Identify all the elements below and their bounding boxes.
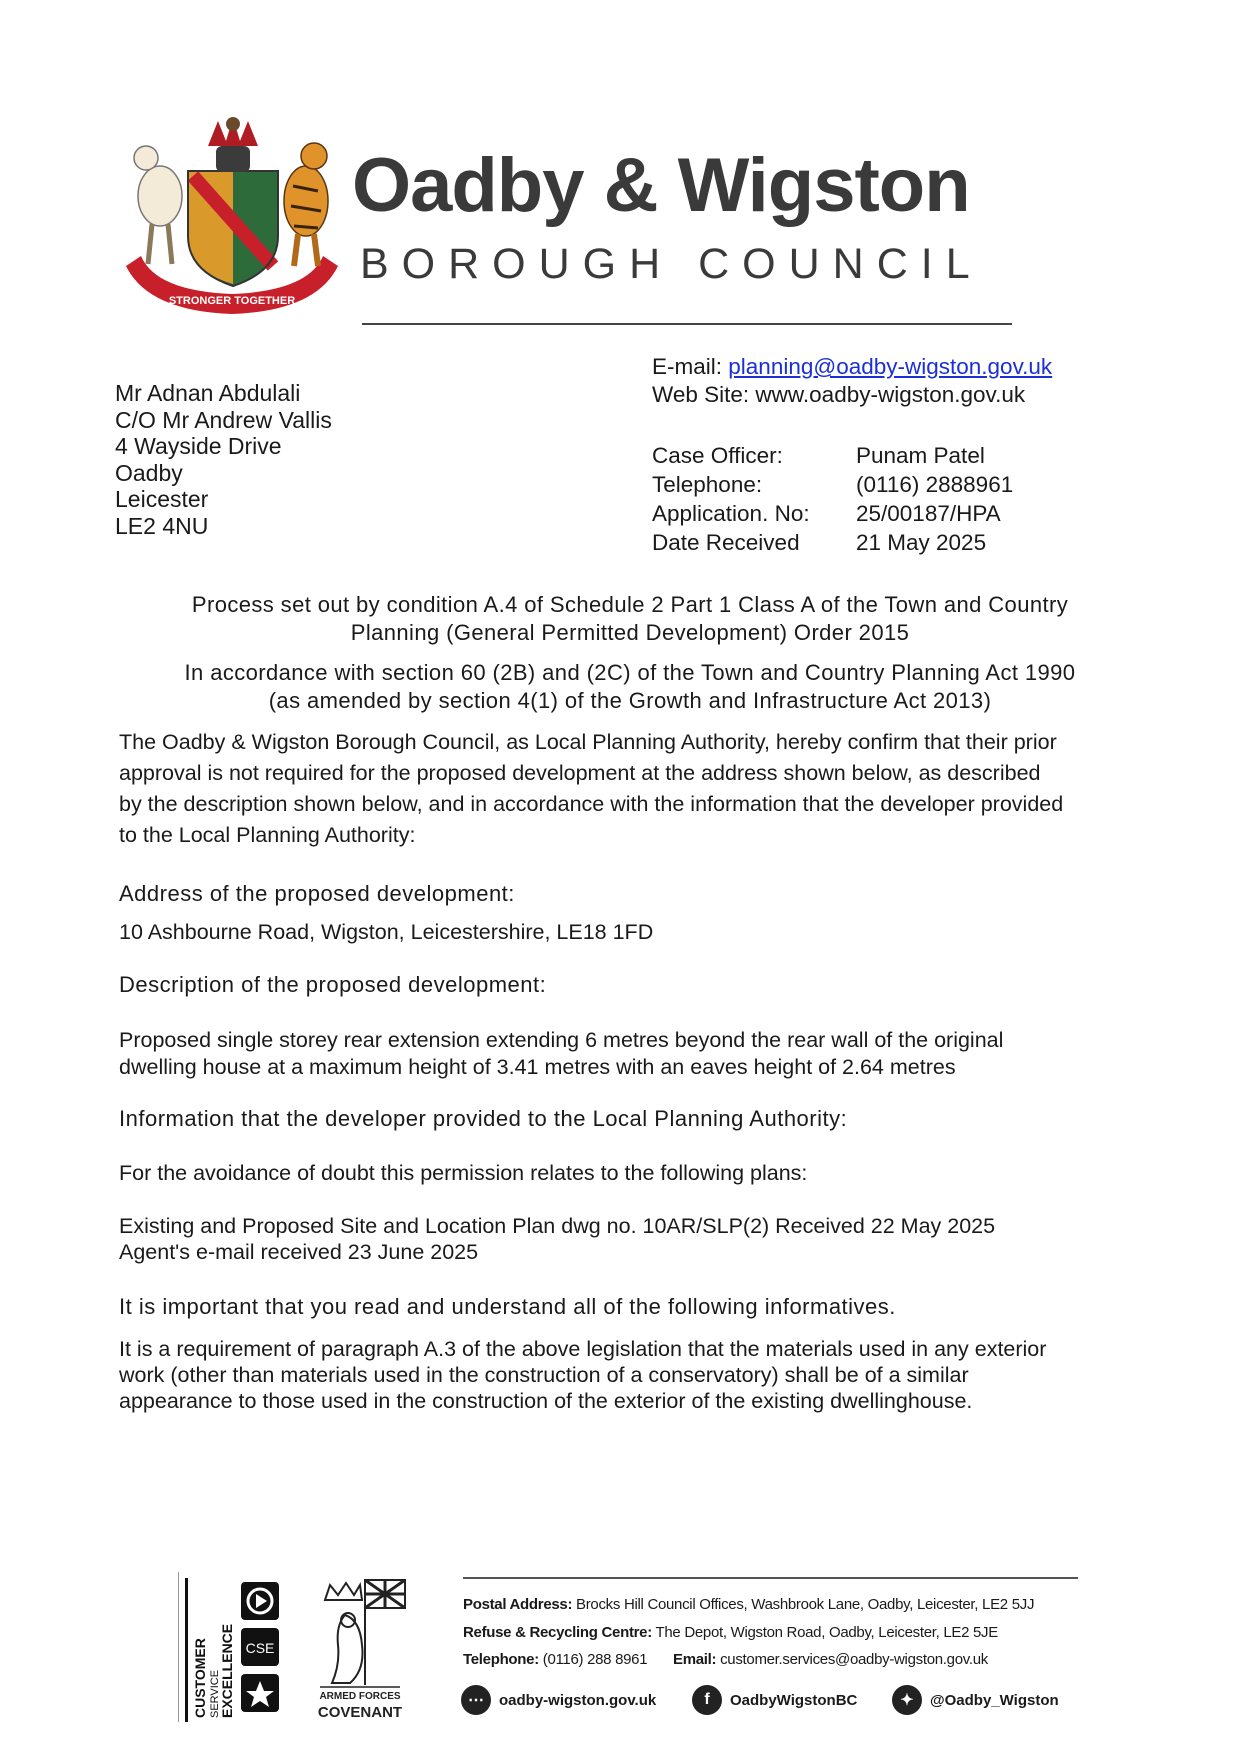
- twitter-handle: @Oadby_Wigston: [930, 1691, 1059, 1709]
- case-row-date: [652, 528, 1013, 557]
- cse-badge: CSE: [245, 1640, 275, 1656]
- cse-text-line: EXCELLENCE: [219, 1623, 235, 1718]
- refuse-centre: [463, 1624, 998, 1641]
- plan-item: Existing and Proposed Site and Location Plan dwg no. 10AR/SLP(2) Received 22 May 2025: [119, 1214, 996, 1238]
- council-crest-logo: [118, 116, 346, 316]
- postal-label: Postal Address:: [463, 1596, 573, 1613]
- addressee-line: LE2 4NU: [115, 512, 209, 539]
- cse-text-line: SERVICE: [209, 1669, 221, 1718]
- informatives-heading: It is important that you read and understand all of the following informatives.: [119, 1294, 896, 1319]
- case-row-telephone: [652, 470, 1013, 499]
- web-chat-icon: ⋯: [461, 1685, 491, 1715]
- postal-address: [463, 1596, 1034, 1613]
- case-label: Application. No:: [652, 501, 810, 526]
- confirmation-line: by the description shown below, and in accordance with the information that the developer provided: [119, 792, 1064, 816]
- covenant-text-line: ARMED FORCES: [319, 1691, 401, 1702]
- cse-text-line: CUSTOMER: [192, 1638, 208, 1718]
- email-label: E-mail:: [652, 354, 723, 379]
- section-heading-line: (as amended by section 4(1) of the Growth and Infrastructure Act 2013): [268, 688, 992, 713]
- plan-item: Agent's e-mail received 23 June 2025: [119, 1240, 479, 1264]
- footer-divider: [178, 1572, 179, 1722]
- case-details: [652, 441, 1013, 557]
- postal-value: Brocks Hill Council Offices, Washbrook Lane, Oadby, Leicester, LE2 5JJ: [576, 1596, 1035, 1613]
- plans-list: [119, 1213, 1149, 1265]
- footer-email-label: Email:: [673, 1651, 717, 1668]
- description-line: dwelling house at a maximum height of 3.41 metres with an eaves height of 2.64 metres: [119, 1055, 956, 1079]
- addressee-line: Oadby: [115, 459, 183, 486]
- case-value: (0116) 2888961: [856, 472, 1014, 497]
- refuse-label: Refuse & Recycling Centre:: [463, 1624, 652, 1641]
- council-name: Oadby & Wigston: [352, 143, 970, 228]
- header-divider: [362, 323, 1012, 325]
- case-label: Case Officer:: [652, 443, 783, 468]
- confirmation-line: to the Local Planning Authority:: [119, 823, 416, 847]
- information-label: Information that the developer provided to the Local Planning Authority:: [119, 1106, 848, 1131]
- footer-facebook[interactable]: [692, 1685, 857, 1715]
- confirmation-paragraph: [119, 727, 1149, 851]
- informative-line: work (other than materials used in the construction of a conservatory) shall be of a similar: [119, 1363, 969, 1387]
- description-label: Description of the proposed development:: [119, 972, 547, 997]
- armed-forces-covenant-logo: [310, 1575, 410, 1725]
- footer-contact: [463, 1651, 988, 1668]
- addressee-line: 4 Wayside Drive: [115, 433, 282, 459]
- twitter-icon: ✦: [892, 1685, 922, 1715]
- website-label: Web Site:: [652, 382, 750, 407]
- confirmation-line: approval is not required for the proposed development at the address shown below, as described: [119, 761, 1041, 785]
- addressee-block: [115, 380, 332, 539]
- plans-intro: For the avoidance of doubt this permission relates to the following plans:: [119, 1161, 808, 1185]
- addressee-line: Leicester: [115, 486, 209, 512]
- case-value: Punam Patel: [856, 443, 985, 468]
- case-value: 25/00187/HPA: [856, 501, 1001, 526]
- informative-line: It is a requirement of paragraph A.3 of the above legislation that the materials used in any exterior: [119, 1337, 1047, 1361]
- case-label: Telephone:: [652, 472, 763, 497]
- description-value: [119, 1027, 1149, 1081]
- address-value: 10 Ashbourne Road, Wigston, Leicestershire, LE18 1FD: [119, 920, 654, 944]
- case-row-application: [652, 499, 1013, 528]
- footer-email-value: customer.services@oadby-wigston.gov.uk: [720, 1651, 988, 1668]
- case-row-officer: [652, 441, 1013, 470]
- council-subtitle: BOROUGH COUNCIL: [360, 240, 983, 288]
- description-line: Proposed single storey rear extension extending 6 metres beyond the rear wall of the original: [119, 1028, 1004, 1052]
- footer-top-rule: [463, 1577, 1078, 1579]
- condition-heading-line: Planning (General Permitted Development) Order 2015: [350, 620, 910, 645]
- addressee-line: C/O Mr Andrew Vallis: [115, 406, 332, 433]
- email-link[interactable]: planning@oadby-wigston.gov.uk: [728, 354, 1053, 379]
- confirmation-line: The Oadby & Wigston Borough Council, as Local Planning Authority, hereby confirm that their prior: [119, 730, 1057, 754]
- case-value: 21 May 2025: [856, 530, 987, 555]
- informative-line: appearance to those used in the construction of the exterior of the existing dwellinghouse.: [119, 1389, 973, 1413]
- footer-twitter[interactable]: [892, 1685, 1059, 1715]
- facebook-handle: OadbyWigstonBC: [730, 1691, 858, 1709]
- contact-block: [652, 353, 1052, 409]
- website-value: www.oadby-wigston.gov.uk: [755, 382, 1026, 407]
- section-heading-line: In accordance with section 60 (2B) and (2C) of the Town and Country Planning Act 1990: [184, 660, 1076, 685]
- addressee-line: Mr Adnan Abdulali: [115, 380, 301, 406]
- telephone-value: (0116) 288 8961: [542, 1651, 648, 1668]
- crest-motto: STRONGER TOGETHER: [168, 295, 296, 307]
- facebook-icon: f: [692, 1685, 722, 1715]
- telephone-label: Telephone:: [463, 1651, 539, 1668]
- informative-paragraph: [119, 1336, 1149, 1414]
- refuse-value: The Depot, Wigston Road, Oadby, Leicester, LE2 5JE: [655, 1624, 998, 1641]
- footer-website-text: oadby-wigston.gov.uk: [499, 1691, 657, 1709]
- condition-heading-line: Process set out by condition A.4 of Schedule 2 Part 1 Class A of the Town and Country: [191, 592, 1069, 617]
- condition-heading: [110, 591, 1150, 647]
- address-label: Address of the proposed development:: [119, 881, 515, 906]
- case-label: Date Received: [652, 530, 800, 555]
- covenant-text-line: COVENANT: [317, 1704, 403, 1721]
- footer-website[interactable]: [461, 1685, 656, 1715]
- customer-service-excellence-logo: [185, 1578, 285, 1722]
- section-heading: [110, 659, 1150, 715]
